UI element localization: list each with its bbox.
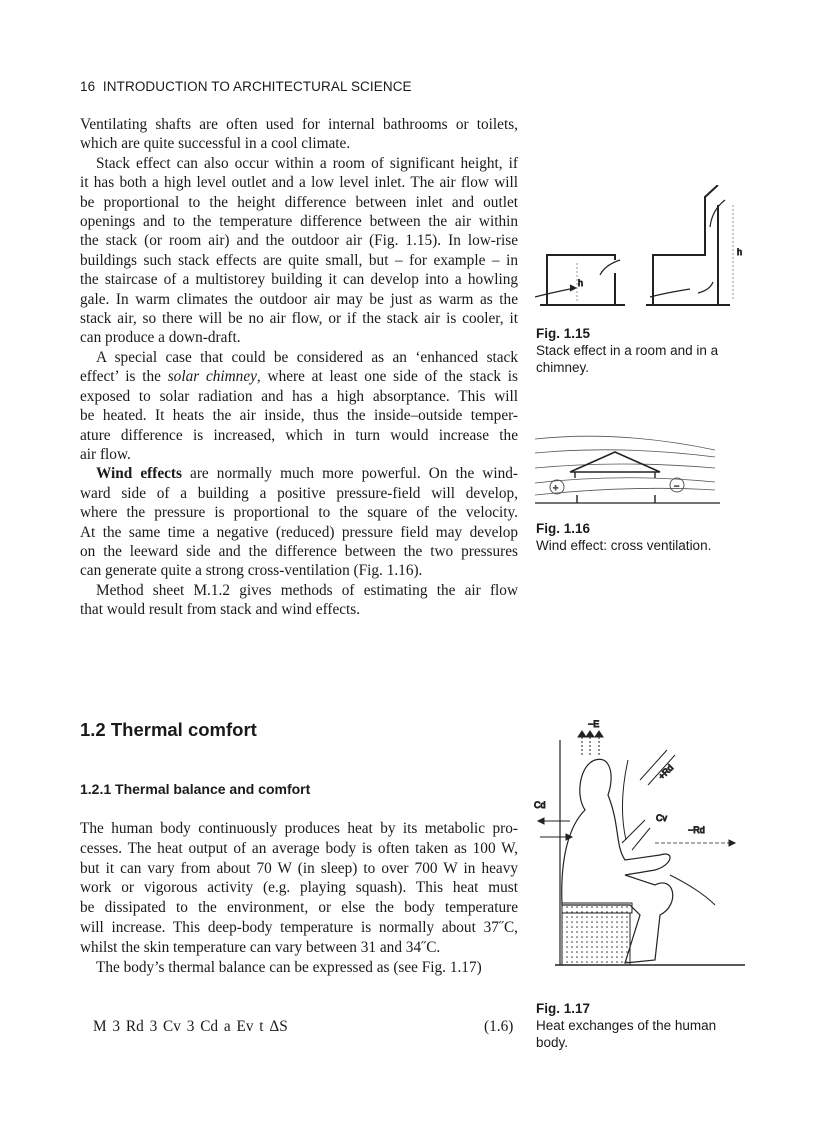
text-line: which are quite successful in a cool climate. bbox=[80, 135, 351, 153]
text-line: be proportional to the height difference between inlet and outlet bbox=[80, 193, 518, 211]
text-line: that would result from stack and wind effects. bbox=[80, 601, 361, 619]
text-line: The human body continuously produces heat by its metabolic pro- bbox=[80, 820, 518, 837]
equation: M 3 Rd 3 Cv 3 Cd a Ev t ΔS bbox=[93, 1018, 288, 1035]
text-segment: , where at least one side of the stack is bbox=[256, 368, 518, 386]
text-line: At the same time a negative (reduced) pressure field may develop bbox=[80, 523, 518, 541]
text-line: on the leeward side and the difference between the two pressures bbox=[80, 542, 518, 560]
text-line bbox=[80, 367, 518, 386]
text-line bbox=[80, 464, 518, 483]
text-line: buildings such stack effects are quite small, but – for example – in bbox=[80, 251, 518, 269]
text-line: it has both a high level outlet and a low level inlet. The air flow will bbox=[80, 174, 518, 192]
text-line: ward side of a building a positive pressure-field will develop, bbox=[80, 484, 518, 502]
figure-human-heat-exchange bbox=[530, 715, 760, 975]
radiation-in-label: +Rd bbox=[656, 762, 676, 782]
radiation-out-label: −Rd bbox=[688, 825, 705, 835]
figure-wind-effect bbox=[530, 425, 730, 510]
text-line: air flow. bbox=[80, 445, 131, 463]
text-line: can produce a down-draft. bbox=[80, 329, 241, 347]
subsection-heading: 1.2.1 Thermal balance and comfort bbox=[80, 781, 311, 797]
text-line: gale. In warm climates the outdoor air may be just as warm as the bbox=[80, 290, 518, 308]
height-label-room: h bbox=[578, 278, 584, 288]
figure-caption bbox=[536, 520, 736, 554]
text-line: A special case that could be considered as an ‘enhanced stack bbox=[96, 348, 518, 366]
positive-pressure-label: + bbox=[553, 483, 559, 493]
figure-caption bbox=[536, 1000, 736, 1051]
figure-caption-text: Wind effect: cross ventilation. bbox=[536, 538, 712, 553]
text-line: cesses. The heat output of an average body is often taken as 100 W, bbox=[80, 839, 518, 857]
text-line: can generate quite a strong cross-ventilation (Fig. 1.16). bbox=[80, 562, 423, 580]
text-line: Ventilating shafts are often used for internal bathrooms or toilets, bbox=[80, 116, 518, 133]
height-label-chimney: h bbox=[737, 247, 743, 257]
text-line: exposed to solar radiation and has a high absorptance. This will bbox=[80, 387, 518, 405]
figure-label: Fig. 1.16 bbox=[536, 521, 591, 536]
page-number: 16 bbox=[80, 79, 96, 94]
text-line: work or vigorous activity (e.g. playing squash). This heat must bbox=[80, 879, 518, 897]
text-line: the staircase of a multistorey building it can develop into a howling bbox=[80, 271, 518, 289]
text-segment: are normally much more powerful. On the wind- bbox=[181, 465, 518, 483]
negative-pressure-label: − bbox=[674, 481, 680, 491]
text-line: whilst the skin temperature can vary between 31 and 34˝C. bbox=[80, 938, 441, 956]
text-line: be heated. It heats the air inside, thus the inside–outside temper- bbox=[80, 407, 518, 425]
text-segment: effect’ is the bbox=[80, 368, 168, 386]
figure-caption-text: Heat exchanges of the human body. bbox=[536, 1018, 717, 1050]
text-line: stack air, so there will be no air flow, or if the stack air is cooler, it bbox=[80, 310, 518, 328]
text-line: Method sheet M.1.2 gives methods of estimating the air flow bbox=[96, 581, 518, 599]
equation-number: (1.6) bbox=[484, 1018, 514, 1035]
figure-caption-text: Stack effect in a room and in a chimney. bbox=[536, 343, 719, 375]
figure-label: Fig. 1.15 bbox=[536, 326, 591, 341]
italic-term: solar chimney bbox=[167, 368, 257, 386]
text-line: where the pressure is proportional to the square of the velocity. bbox=[80, 504, 518, 522]
running-header bbox=[80, 79, 412, 94]
text-line: the stack (or room air) and the outdoor air (Fig. 1.15). In low-rise bbox=[80, 232, 518, 250]
body-text-thermal bbox=[80, 819, 518, 977]
bold-term: Wind effects bbox=[96, 465, 182, 483]
convection-label: Cv bbox=[656, 813, 667, 823]
conduction-label: Cd bbox=[534, 800, 546, 810]
evaporation-label: −E bbox=[588, 719, 600, 729]
section-heading: 1.2 Thermal comfort bbox=[80, 719, 257, 740]
running-title: INTRODUCTION TO ARCHITECTURAL SCIENCE bbox=[102, 79, 412, 94]
text-line: be dissipated to the environment, or else the body temperature bbox=[80, 899, 518, 917]
text-line: openings and to the temperature difference between the air within bbox=[80, 213, 518, 231]
figure-caption bbox=[536, 325, 736, 376]
text-line: Stack effect can also occur within a room of significant height, if bbox=[96, 154, 518, 172]
text-line: ature difference is increased, which in turn would increase the bbox=[80, 426, 518, 444]
figure-label: Fig. 1.17 bbox=[536, 1001, 591, 1016]
figure-stack-effect bbox=[530, 185, 755, 310]
body-text-ventilation bbox=[80, 115, 518, 620]
text-line: but it can vary from about 70 W (in sleep) to over 700 W in heavy bbox=[80, 859, 518, 877]
text-line: will increase. This deep-body temperature is normally about 37˝C, bbox=[80, 918, 518, 936]
text-line: The body’s thermal balance can be expressed as (see Fig. 1.17) bbox=[96, 958, 482, 976]
